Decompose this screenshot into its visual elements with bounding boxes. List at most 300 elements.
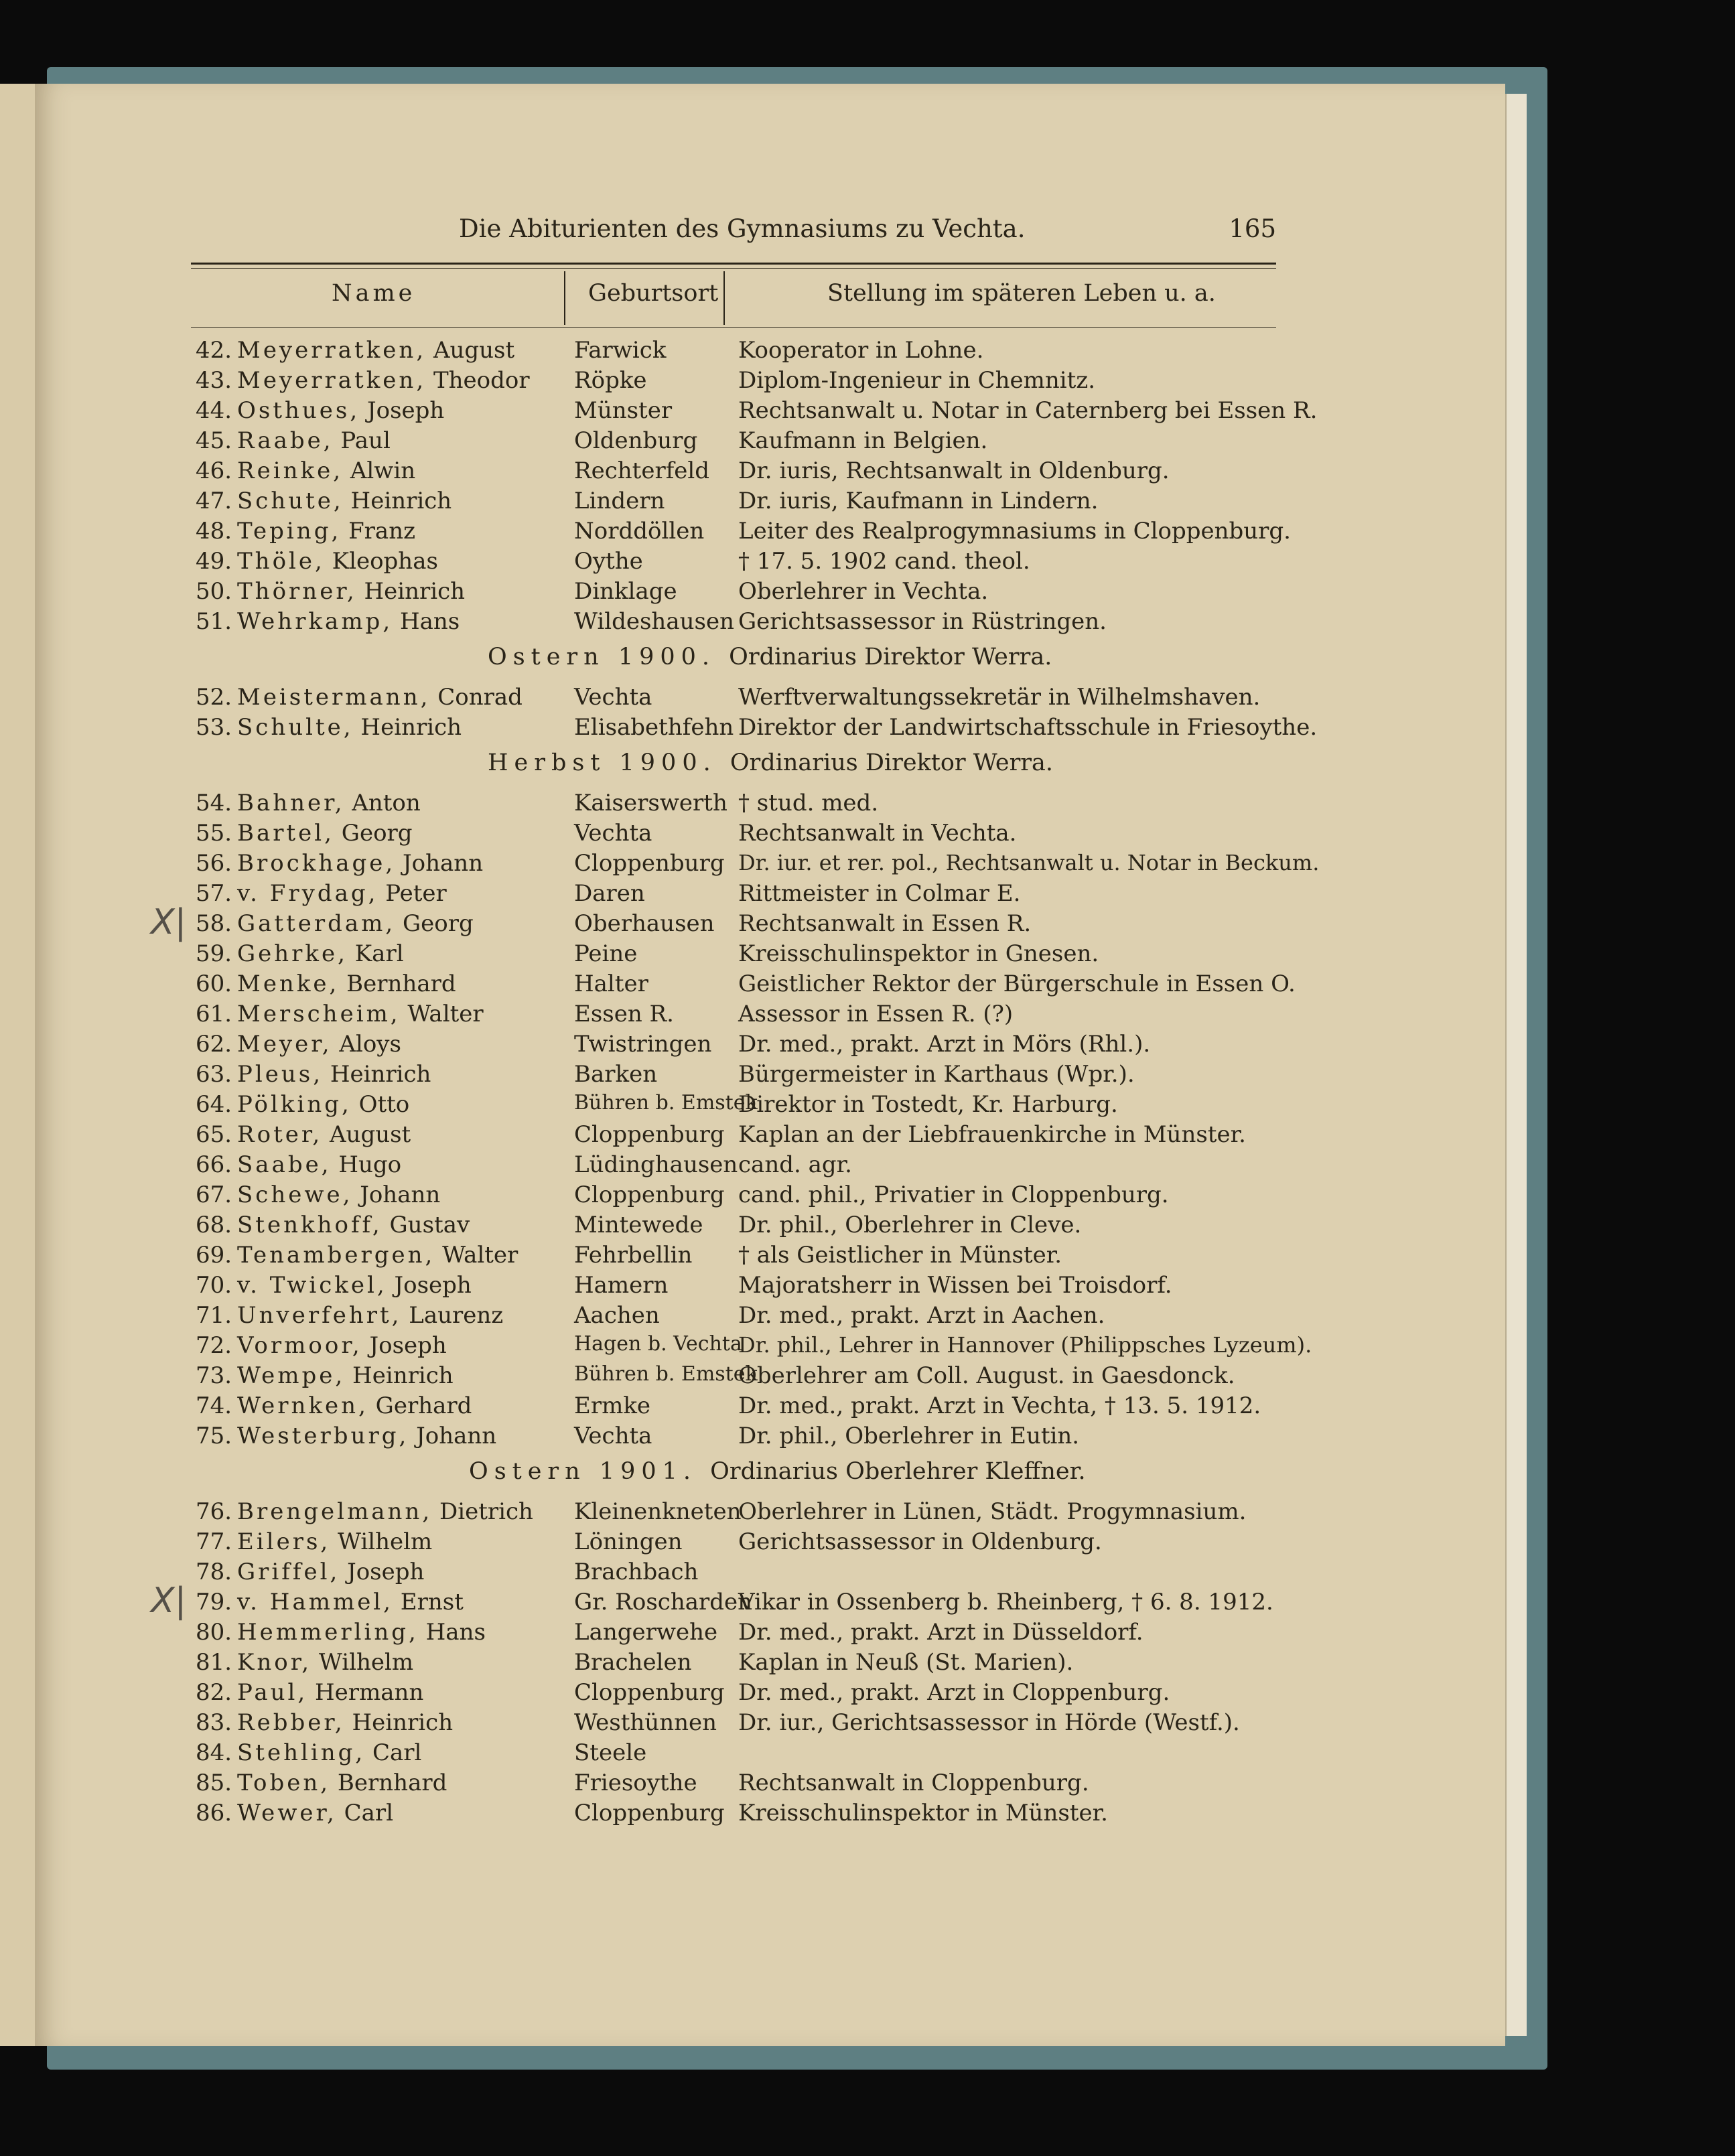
section-ordinarius: Ordinarius Oberlehrer Kleffner. (710, 1458, 1086, 1485)
entry-surname: Vormoor, (237, 1332, 362, 1359)
entry-surname: Reinke, (237, 457, 344, 484)
table-row (196, 1272, 1281, 1302)
table-row (196, 1212, 1281, 1242)
entry-birthplace: Vechta (574, 1423, 652, 1449)
entry-career: Dr. phil., Oberlehrer in Cleve. (738, 1212, 1082, 1238)
entry-name (237, 1649, 413, 1676)
entry-name (237, 1423, 496, 1449)
entry-career: Kaplan an der Liebfrauenkirche in Münster. (738, 1121, 1246, 1148)
entry-birthplace: Brachbach (574, 1559, 699, 1585)
entry-career: Kaufmann in Belgien. (738, 427, 988, 454)
entry-birthplace: Löningen (574, 1528, 683, 1555)
entry-number: 80. (196, 1619, 232, 1646)
entry-given-name: Heinrich (356, 578, 466, 605)
section-ordinarius: Ordinarius Direktor Werra. (730, 749, 1054, 776)
table-row (196, 940, 1281, 971)
entry-number: 64. (196, 1091, 232, 1118)
entry-number: 81. (196, 1649, 232, 1676)
table-row (196, 971, 1296, 1001)
entry-career: † stud. med. (738, 790, 879, 816)
entry-given-name: Joseph (360, 397, 445, 424)
entry-given-name: Karl (347, 940, 404, 967)
table-row (196, 1362, 1281, 1392)
table-row (196, 548, 1281, 578)
entry-birthplace: Cloppenburg (574, 1679, 725, 1706)
entry-surname: Meyerratken, (237, 367, 427, 394)
entry-name (237, 1498, 533, 1525)
entry-surname: Eilers, (237, 1528, 331, 1555)
entry-name (237, 1679, 423, 1706)
entry-career: † als Geistlicher in Münster. (738, 1242, 1062, 1269)
entry-given-name: Johann (395, 850, 484, 877)
entry-career: Direktor der Landwirtschaftsschule in Friesoythe. (738, 714, 1318, 741)
entry-name (237, 1151, 401, 1178)
entry-career: Dr. med., prakt. Arzt in Düsseldorf. (738, 1619, 1143, 1646)
table-row (196, 1559, 1281, 1589)
entry-surname: v. Hammel, (237, 1589, 393, 1615)
entry-career: Kreisschulinspektor in Gnesen. (738, 940, 1099, 967)
entry-birthplace: Cloppenburg (574, 1800, 725, 1826)
entry-birthplace: Aachen (574, 1302, 660, 1329)
entry-number: 70. (196, 1272, 232, 1299)
page-number: 165 (1229, 214, 1276, 243)
table-row (196, 1091, 1281, 1121)
entry-name (237, 1739, 421, 1766)
entry-number: 55. (196, 820, 232, 847)
entry-number: 85. (196, 1770, 232, 1796)
entry-name (237, 337, 514, 364)
entry-number: 75. (196, 1423, 232, 1449)
entry-career: Diplom-Ingenieur in Chemnitz. (738, 367, 1096, 394)
column-divider-1 (564, 271, 565, 325)
entry-birthplace: Oythe (574, 548, 643, 575)
entry-surname: v. Twickel, (237, 1272, 387, 1299)
entry-career: Oberlehrer in Lünen, Städt. Progymnasium. (738, 1498, 1247, 1525)
entry-birthplace: Münster (574, 397, 673, 424)
entry-number: 62. (196, 1031, 232, 1058)
entry-name (237, 1770, 447, 1796)
entry-birthplace: Barken (574, 1061, 658, 1088)
table-row (196, 820, 1281, 850)
entry-number: 48. (196, 518, 232, 545)
entry-career: Rechtsanwalt in Cloppenburg. (738, 1770, 1089, 1796)
entry-given-name: Joseph (387, 1272, 472, 1299)
entry-name (237, 608, 460, 635)
entry-given-name: Carl (336, 1800, 394, 1826)
entry-name (237, 1709, 453, 1736)
entry-career: Direktor in Tostedt, Kr. Harburg. (738, 1091, 1118, 1118)
entry-birthplace: Steele (574, 1739, 647, 1766)
entry-given-name: Peter (378, 880, 447, 907)
entry-name (237, 548, 438, 575)
entry-surname: Wernken, (237, 1392, 368, 1419)
entry-birthplace: Elisabethfehn (574, 714, 734, 741)
entry-surname: Knor, (237, 1649, 312, 1676)
entry-birthplace: Friesoythe (574, 1770, 697, 1796)
entry-given-name: Wilhelm (311, 1649, 414, 1676)
entry-given-name: Gustav (382, 1212, 470, 1238)
entry-surname: Brockhage, (237, 850, 396, 877)
entry-given-name: Theodor (426, 367, 530, 394)
entry-name (237, 790, 421, 816)
entry-birthplace: Westhünnen (574, 1709, 717, 1736)
entry-given-name: Bernhard (330, 1770, 447, 1796)
entry-number: 78. (196, 1559, 232, 1585)
entry-name (237, 820, 413, 847)
entry-given-name: Johann (352, 1181, 441, 1208)
entry-name (237, 971, 456, 997)
entry-number: 50. (196, 578, 232, 605)
table-row (196, 397, 1318, 427)
entry-name (237, 1559, 424, 1585)
entry-number: 83. (196, 1709, 232, 1736)
entry-given-name: Kleophas (324, 548, 438, 575)
header-rule-thick (191, 263, 1276, 265)
entry-number: 79. (196, 1589, 232, 1615)
entry-given-name: Bernhard (339, 971, 456, 997)
entry-number: 86. (196, 1800, 232, 1826)
entry-career: Leiter des Realprogymnasiums in Cloppenburg. (738, 518, 1291, 545)
entry-name (237, 457, 415, 484)
entry-number: 77. (196, 1528, 232, 1555)
column-header-birthplace: Geburtsort (588, 280, 719, 307)
entry-name (237, 1589, 464, 1615)
entry-name (237, 1800, 393, 1826)
entry-name (237, 1392, 472, 1419)
entry-number: 72. (196, 1332, 232, 1359)
entry-number: 42. (196, 337, 232, 364)
entry-birthplace: Lüdinghausen (574, 1151, 738, 1178)
entry-number: 43. (196, 367, 232, 394)
entry-number: 65. (196, 1121, 232, 1148)
table-row (196, 427, 1281, 457)
entry-surname: Saabe, (237, 1151, 332, 1178)
entry-career: Oberlehrer in Vechta. (738, 578, 989, 605)
entry-name (237, 1302, 503, 1329)
entry-number: 84. (196, 1739, 232, 1766)
table-row (196, 1649, 1281, 1679)
entry-number: 82. (196, 1679, 232, 1706)
entry-number: 60. (196, 971, 232, 997)
entry-given-name: August (426, 337, 515, 364)
entry-surname: Brengelmann, (237, 1498, 433, 1525)
entry-surname: Stenkhoff, (237, 1212, 383, 1238)
section-heading (488, 749, 1053, 776)
entry-surname: Bahner, (237, 790, 345, 816)
entry-career: Dr. med., prakt. Arzt in Cloppenburg. (738, 1679, 1170, 1706)
entry-name (237, 1619, 486, 1646)
entry-surname: Osthues, (237, 397, 360, 424)
entry-name (237, 1242, 518, 1269)
table-row (196, 608, 1281, 638)
entry-given-name: Walter (400, 1001, 484, 1027)
entry-career: Kreisschulinspektor in Münster. (738, 1800, 1108, 1826)
entry-surname: Menke, (237, 971, 340, 997)
entry-given-name: Alwin (343, 457, 416, 484)
entry-number: 73. (196, 1362, 232, 1389)
entry-surname: Pölking, (237, 1091, 352, 1118)
entry-name (237, 1272, 472, 1299)
entry-surname: Bartel, (237, 820, 334, 847)
section-term: Ostern 1901. (469, 1458, 711, 1485)
entry-surname: Stehling, (237, 1739, 366, 1766)
entry-given-name: Conrad (430, 684, 523, 711)
entry-birthplace: Farwick (574, 337, 667, 364)
entry-name (237, 518, 415, 545)
entry-given-name: Franz (341, 518, 416, 545)
column-header-name: Name (332, 280, 416, 307)
entry-given-name: Laurenz (401, 1302, 504, 1329)
entry-surname: Pleus, (237, 1061, 324, 1088)
table-row (196, 1302, 1281, 1332)
entry-birthplace: Mintewede (574, 1212, 703, 1238)
entry-given-name: Hans (418, 1619, 486, 1646)
entry-name (237, 1362, 454, 1389)
entry-number: 45. (196, 427, 232, 454)
entry-name (237, 850, 483, 877)
entry-name (237, 1091, 409, 1118)
entry-number: 53. (196, 714, 232, 741)
entry-name (237, 880, 447, 907)
entry-surname: Toben, (237, 1770, 331, 1796)
table-row (196, 1061, 1281, 1091)
table-row (196, 488, 1281, 518)
entry-given-name: Heinrich (345, 1362, 454, 1389)
table-row (196, 1679, 1281, 1709)
entry-name (237, 1031, 401, 1058)
section-term: Ostern 1900. (488, 644, 730, 670)
table-row (196, 714, 1318, 744)
entry-number: 66. (196, 1151, 232, 1178)
table-row (196, 1031, 1281, 1061)
entry-career: Dr. med., prakt. Arzt in Aachen. (738, 1302, 1105, 1329)
entry-birthplace: Lindern (574, 488, 665, 514)
entry-surname: Gehrke, (237, 940, 348, 967)
entry-name (237, 1061, 431, 1088)
entry-name (237, 910, 474, 937)
entry-given-name: August (322, 1121, 411, 1148)
entry-surname: Meyerratken, (237, 337, 427, 364)
entry-career: † 17. 5. 1902 cand. theol. (738, 548, 1030, 575)
entry-birthplace: Fehrbellin (574, 1242, 693, 1269)
entry-birthplace: Twistringen (574, 1031, 712, 1058)
entry-career: Kaplan in Neuß (St. Marien). (738, 1649, 1074, 1676)
entry-career: Assessor in Essen R. (?) (738, 1001, 1014, 1027)
table-row (196, 578, 1281, 608)
entry-birthplace: Essen R. (574, 1001, 674, 1027)
entry-surname: Unverfehrt, (237, 1302, 402, 1329)
entry-career: Rittmeister in Colmar E. (738, 880, 1021, 907)
table-row (196, 1392, 1281, 1423)
table-row (196, 1181, 1281, 1212)
entry-number: 68. (196, 1212, 232, 1238)
entry-career: Majoratsherr in Wissen bei Troisdorf. (738, 1272, 1172, 1299)
entry-name (237, 714, 462, 741)
table-row (196, 1001, 1281, 1031)
entry-given-name: Aloys (332, 1031, 401, 1058)
entry-birthplace: Cloppenburg (574, 1121, 725, 1148)
entry-birthplace: Hamern (574, 1272, 669, 1299)
table-row (196, 1800, 1281, 1830)
entry-number: 71. (196, 1302, 232, 1329)
table-row (196, 518, 1291, 548)
entry-given-name: Otto (351, 1091, 410, 1118)
left-page-edge (0, 84, 35, 2046)
table-row (196, 1423, 1281, 1453)
entry-number: 59. (196, 940, 232, 967)
entry-birthplace: Wildeshausen (574, 608, 734, 635)
entry-birthplace: Langerwehe (574, 1619, 718, 1646)
entry-career: Gerichtsassessor in Rüstringen. (738, 608, 1107, 635)
entry-given-name: Joseph (340, 1559, 425, 1585)
entry-career: Bürgermeister in Karthaus (Wpr.). (738, 1061, 1135, 1088)
entry-given-name: Carl (365, 1739, 422, 1766)
entry-career: Gerichtsassessor in Oldenburg. (738, 1528, 1102, 1555)
entry-surname: Rebber, (237, 1709, 345, 1736)
header-rule-thin (191, 268, 1276, 269)
entry-surname: Roter, (237, 1121, 323, 1148)
entry-given-name: Georg (395, 910, 474, 937)
entry-surname: Gatterdam, (237, 910, 396, 937)
entry-birthplace: Kaiserswerth (574, 790, 727, 816)
entry-birthplace: Ermke (574, 1392, 651, 1419)
entry-surname: Wempe, (237, 1362, 346, 1389)
entry-birthplace: Gr. Roscharden (574, 1589, 753, 1615)
column-divider-2 (723, 271, 725, 325)
entry-given-name: Wilhelm (330, 1528, 433, 1555)
column-header-career: Stellung im späteren Leben u. a. (827, 280, 1216, 307)
entry-number: 69. (196, 1242, 232, 1269)
entry-career: Vikar in Ossenberg b. Rheinberg, † 6. 8. 1912. (738, 1589, 1273, 1615)
entry-given-name: Heinrich (344, 1709, 454, 1736)
table-row (196, 457, 1281, 488)
entry-career: Dr. med., prakt. Arzt in Vechta, † 13. 5. 1912. (738, 1392, 1261, 1419)
entry-career: Rechtsanwalt u. Notar in Caternberg bei Essen R. (738, 397, 1318, 424)
entry-name (237, 1528, 432, 1555)
entry-given-name: Paul (333, 427, 391, 454)
entry-birthplace: Bühren b. Emstek (574, 1362, 758, 1386)
entry-number: 57. (196, 880, 232, 907)
entry-birthplace: Cloppenburg (574, 1181, 725, 1208)
entry-surname: v. Frydag, (237, 880, 378, 907)
entry-name (237, 1181, 440, 1208)
entry-surname: Westerburg, (237, 1423, 409, 1449)
entry-birthplace: Dinklage (574, 578, 677, 605)
entry-surname: Merscheim, (237, 1001, 401, 1027)
entry-number: 46. (196, 457, 232, 484)
entry-surname: Thörner, (237, 578, 357, 605)
entry-given-name: Johann (409, 1423, 497, 1449)
table-row (196, 1242, 1281, 1272)
entry-given-name: Dietrich (432, 1498, 533, 1525)
table-row (196, 1151, 1281, 1181)
entry-number: 76. (196, 1498, 232, 1525)
entry-given-name: Heinrich (323, 1061, 431, 1088)
entry-surname: Schulte, (237, 714, 354, 741)
entry-birthplace: Norddöllen (574, 518, 705, 545)
table-row (196, 790, 1281, 820)
entry-surname: Schute, (237, 488, 344, 514)
entry-birthplace: Oberhausen (574, 910, 715, 937)
table-row (196, 1589, 1281, 1619)
section-heading (469, 1458, 1086, 1485)
entry-name (237, 1332, 447, 1359)
entry-given-name: Hermann (307, 1679, 424, 1706)
entry-career: Dr. iuris, Rechtsanwalt in Oldenburg. (738, 457, 1170, 484)
entry-name (237, 1212, 470, 1238)
entry-surname: Raabe, (237, 427, 334, 454)
pencil-mark: X| (151, 902, 187, 942)
entry-career: cand. phil., Privatier in Cloppenburg. (738, 1181, 1169, 1208)
table-row (196, 1770, 1281, 1800)
entry-career: Dr. phil., Oberlehrer in Eutin. (738, 1423, 1080, 1449)
entry-birthplace: Daren (574, 880, 645, 907)
entry-career: Dr. iur. et rer. pol., Rechtsanwalt u. Notar in Beckum. (738, 850, 1320, 875)
entry-number: 51. (196, 608, 232, 635)
table-row (196, 880, 1281, 910)
entry-name (237, 397, 444, 424)
entry-given-name: Walter (435, 1242, 518, 1269)
table-row (196, 684, 1281, 714)
entry-birthplace: Brachelen (574, 1649, 692, 1676)
section-term: Herbst 1900. (488, 749, 730, 776)
entry-birthplace: Rechterfeld (574, 457, 710, 484)
entry-birthplace: Vechta (574, 820, 652, 847)
entry-name (237, 427, 391, 454)
entry-birthplace: Bühren b. Emstek (574, 1091, 758, 1115)
entry-career: Geistlicher Rektor der Bürgerschule in Essen O. (738, 971, 1296, 997)
entry-number: 52. (196, 684, 232, 711)
entry-given-name: Gerhard (368, 1392, 472, 1419)
section-heading (488, 644, 1052, 670)
entry-given-name: Georg (334, 820, 413, 847)
entry-birthplace: Röpke (574, 367, 647, 394)
entry-given-name: Heinrich (353, 714, 462, 741)
table-row (196, 1332, 1312, 1362)
entry-name (237, 684, 523, 711)
entry-name (237, 488, 452, 514)
entry-birthplace: Oldenburg (574, 427, 698, 454)
entry-birthplace: Hagen b. Vechta (574, 1332, 742, 1356)
entry-birthplace: Cloppenburg (574, 850, 725, 877)
entry-surname: Griffel, (237, 1559, 340, 1585)
entry-number: 58. (196, 910, 232, 937)
entry-given-name: Anton (344, 790, 421, 816)
entry-surname: Hemmerling, (237, 1619, 419, 1646)
entry-name (237, 1121, 411, 1148)
table-row (196, 1739, 1281, 1770)
column-head-rule (191, 327, 1276, 328)
entry-number: 47. (196, 488, 232, 514)
entry-surname: Meyer, (237, 1031, 332, 1058)
table-row (196, 1619, 1281, 1649)
entry-career: Rechtsanwalt in Vechta. (738, 820, 1017, 847)
table-row (196, 1528, 1281, 1559)
entry-number: 56. (196, 850, 232, 877)
entry-surname: Teping, (237, 518, 342, 545)
table-row (196, 1121, 1281, 1151)
entry-birthplace: Vechta (574, 684, 652, 711)
entry-birthplace: Halter (574, 971, 648, 997)
entry-number: 54. (196, 790, 232, 816)
entry-career: Werftverwaltungssekretär in Wilhelmshaven. (738, 684, 1261, 711)
entry-career: Dr. med., prakt. Arzt in Mörs (Rhl.). (738, 1031, 1151, 1058)
entry-career: Rechtsanwalt in Essen R. (738, 910, 1032, 937)
table-row (196, 1709, 1281, 1739)
entry-name (237, 940, 404, 967)
table-row (196, 337, 1281, 367)
entry-given-name: Hans (393, 608, 460, 635)
